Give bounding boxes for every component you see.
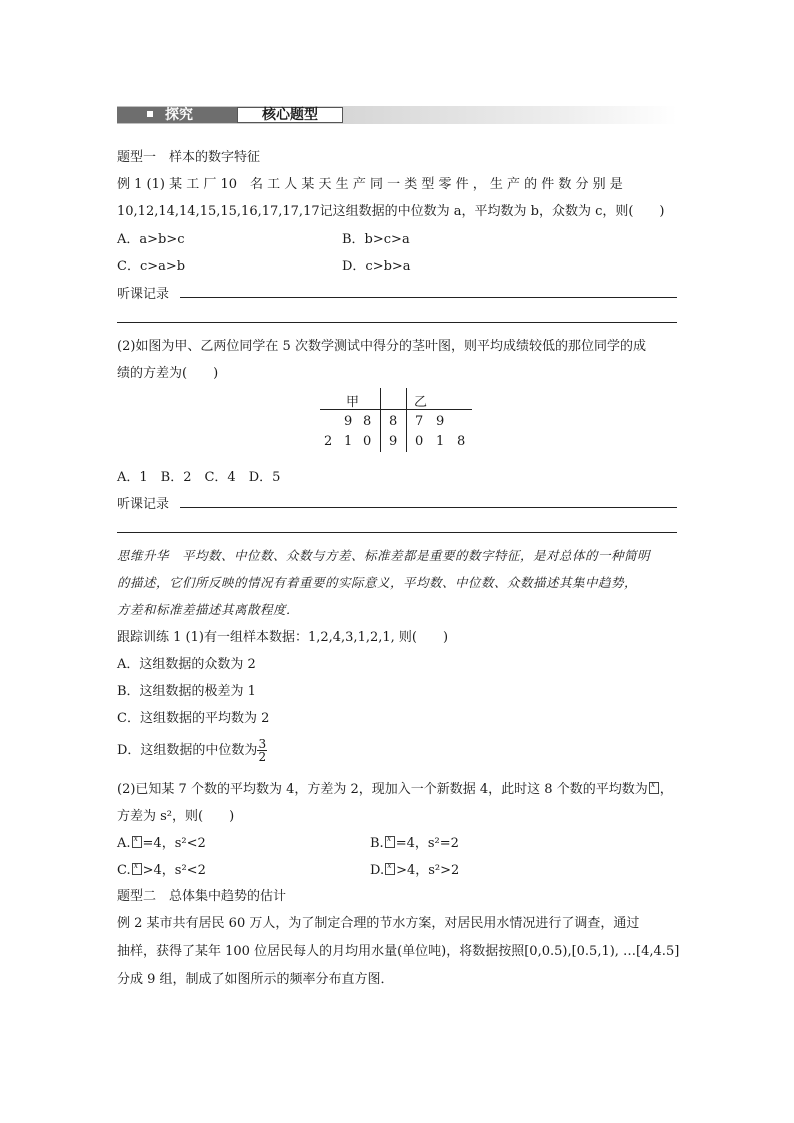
ex2-line3: 分成 9 组，制成了如图所示的频率分布直方图． [117,972,394,987]
reflect-line3: 方差和标准差描述其离散程度． [117,602,300,617]
square-bullet-icon [147,111,153,117]
stem-leaf-right-divider [406,388,407,452]
track-q2-line2: 方差为 s²，则( ) [117,809,235,824]
leaf-right: 7 [415,414,424,429]
type1-title: 题型一 样本的数字特征 [117,150,261,165]
track-q1: 跟踪训练 1 (1)有一组样本数据：1,2,4,3,1,2,1, 则( ) [117,630,449,645]
leaf-left: 2 [324,434,333,449]
track-option-a: A．这组数据的众数为 2 [117,657,256,672]
q2-line2: 绩的方差为( ) [117,366,219,381]
x-bar-icon [385,836,395,848]
option-letter: D. [370,863,385,878]
ex2-line1: 例 2 某市共有居民 60 万人，为了制定合理的节水方案，对居民用水情况进行了调查，通过 [117,916,640,931]
ex1-option-c: C．c>a>b [117,259,186,274]
q2-options: A．1 B．2 C．4 D．5 [117,470,281,485]
x-bar-icon [132,836,142,848]
section-title: 核心题型 [237,107,343,123]
fraction [257,738,267,763]
stem-leaf-left-header: 甲 [346,395,360,410]
track-q2-line1 [117,778,673,797]
reflect-line2: 的描述，它们所反映的情况有着重要的实际意义，平均数、中位数、众数描述其集中趋势， [117,575,638,590]
section-label-box [117,107,237,123]
leaf-left: 0 [363,434,372,449]
stem-value: 9 [389,434,398,449]
option-text: >4，s²>2 [396,863,460,878]
leaf-right: 8 [457,434,466,449]
option-text: =4，s²<2 [142,836,206,851]
ex1-option-d: D．c>b>a [342,259,411,274]
track-q2-text: (2)已知某 7 个数的平均数为 4，方差为 2，现加入一个新数据 4，此时这 8 个数的平均数为 [117,782,648,797]
leaf-right: 0 [415,434,424,449]
track2-option-b [370,832,459,851]
stem-leaf-header-line [320,409,472,410]
x-bar-icon [385,863,395,875]
track-option-c: C．这组数据的平均数为 2 [117,711,270,726]
ex1-line1: 例 1 (1) 某 工 厂 10 名 工 人 某 天 生 产 同 一 类 型 零 件 ， 生 产 的 件 数 分 别 是 [117,177,623,192]
track2-option-a [117,832,206,851]
leaf-left: 8 [363,414,372,429]
ex1-line2: 10,12,14,14,15,15,16,17,17,17记这组数据的中位数为 a，平均数为 b，众数为 c，则( ) [117,204,665,219]
type2-title: 题型二 总体集中趋势的估计 [117,889,287,904]
notes-line-4 [117,532,677,533]
notes-label: 听课记录 [117,287,170,302]
notes-line-3 [180,507,677,508]
track-q2-comma: ， [659,782,673,797]
reflect-line1: 思维升华 平均数、中位数、众数与方差、标准差都是重要的数字特征，是对总体的一种简明 [117,548,651,563]
x-bar-icon [132,863,142,875]
notes-label-2: 听课记录 [117,497,170,512]
ex1-option-b: B．b>c>a [342,232,410,247]
option-letter: B. [370,836,384,851]
ex2-line2: 抽样，获得了某年 100 位居民每人的月均用水量(单位吨)，将数据按照[0,0.5),[0.5,1), …[4,4.5] [117,944,680,959]
section-label: 探究 [165,107,193,123]
stem-leaf-left-divider [380,388,381,452]
track-option-d-text: D．这组数据的中位数为 [117,743,258,758]
q2-line1: (2)如图为甲、乙两位同学在 5 次数学测试中得分的茎叶图，则平均成绩较低的那位同学的成 [117,339,646,354]
notes-line [180,297,677,298]
leaf-left: 9 [344,414,353,429]
leaf-right: 9 [436,414,445,429]
stem-leaf-plot [320,388,472,452]
stem-leaf-right-header: 乙 [414,395,428,410]
option-letter: C. [117,863,131,878]
option-letter: A. [117,836,131,851]
ex1-option-a: A．a>b>c [117,232,185,247]
track-option-d [117,738,267,763]
stem-value: 8 [389,414,398,429]
track2-option-d [370,859,459,878]
track2-option-c [117,859,206,878]
leaf-left: 1 [344,434,353,449]
track-option-b: B．这组数据的极差为 1 [117,684,256,699]
x-bar-icon [649,782,659,794]
fraction-denominator: 2 [258,750,267,764]
option-text: >4，s²<2 [142,863,206,878]
fraction-numerator: 3 [258,737,267,751]
option-text: =4，s²=2 [395,836,459,851]
notes-line-2 [117,322,677,323]
leaf-right: 1 [436,434,445,449]
